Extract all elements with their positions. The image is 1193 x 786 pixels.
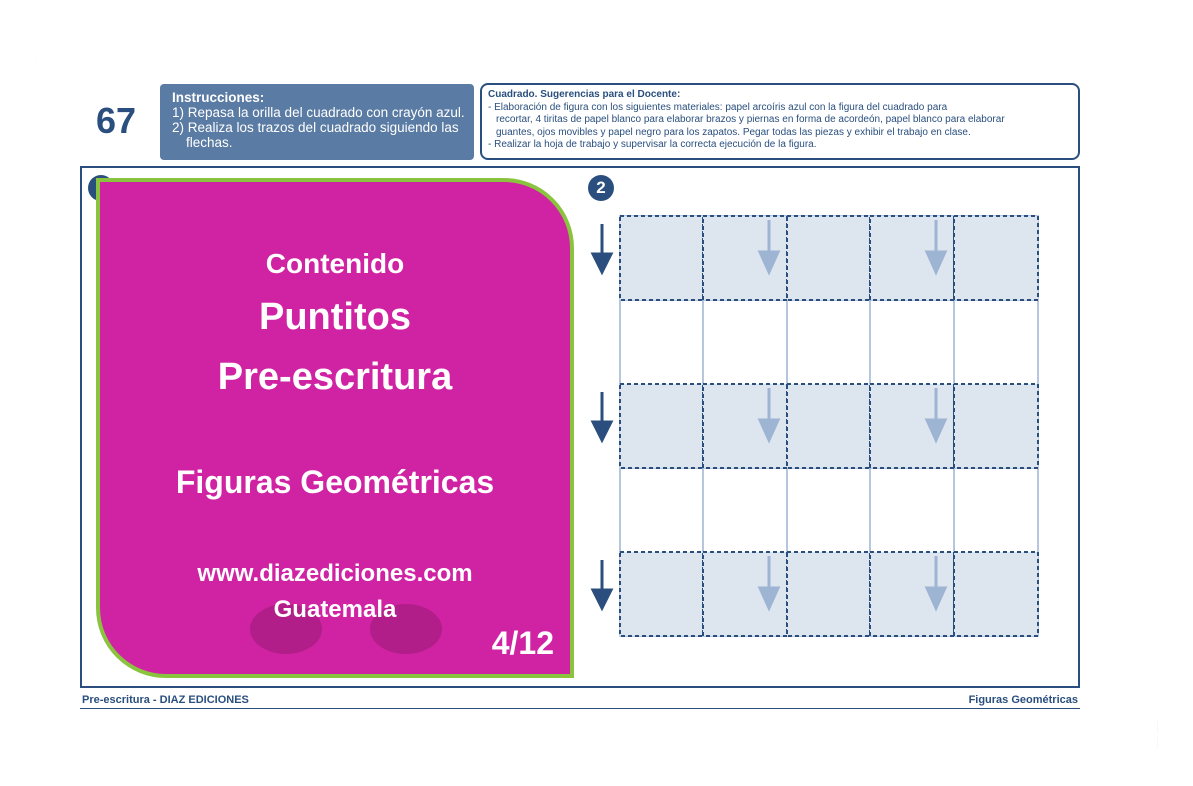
suggestion-line-3: guantes, ojos movibles y papel negro para los zapatos. Pegar todas las piezas y exhibir el trabajo en clase. [496, 126, 971, 138]
teacher-suggestions-box [480, 83, 1080, 160]
overlay-preescritura: Pre-escritura [217, 356, 453, 398]
content-overlay-card [96, 178, 574, 678]
tracing-grid [590, 210, 1050, 650]
footer-left: Pre-escritura - DIAZ EDICIONES [82, 694, 249, 706]
instructions-title: Instrucciones: [172, 90, 265, 105]
start-arrows [593, 224, 611, 608]
dotted-squares [620, 216, 1038, 636]
footer-divider [80, 708, 1080, 709]
suggestion-line-4: - Realizar la hoja de trabajo y supervisar la correcta ejecución de la figura. [488, 139, 817, 150]
overlay-country: Guatemala [273, 596, 397, 623]
overlay-puntitos: Puntitos [259, 296, 411, 338]
overlay-contenido: Contenido [265, 248, 405, 279]
overlay-page-counter: 4/12 [491, 625, 554, 661]
section-2-marker: 2 [588, 175, 614, 201]
suggestions-title: Cuadrado. Sugerencias para el Docente: [488, 89, 681, 100]
overlay-figuras: Figuras Geométricas [175, 464, 495, 500]
overlay-website-link[interactable]: www.diazediciones.com [197, 560, 473, 587]
suggestion-line-2: recortar, 4 tiritas de papel blanco para elaborar brazos y piernas en forma de acordeón, papel blanco para elaborar [496, 114, 1005, 125]
instruction-2: 2) Realiza los trazos del cuadrado siguiendo las [172, 120, 459, 135]
footer-right: Figuras Geométricas [968, 694, 1078, 706]
instruction-2-cont: flechas. [186, 135, 233, 150]
suggestion-line-1: - Elaboración de figura con los siguientes materiales: papel arcoíris azul con la figura del cuadrado para [488, 101, 948, 113]
instruction-1: 1) Repasa la orilla del cuadrado con crayón azul. [172, 105, 465, 120]
instructions-box [160, 84, 474, 160]
page-number: 67 [96, 100, 137, 141]
